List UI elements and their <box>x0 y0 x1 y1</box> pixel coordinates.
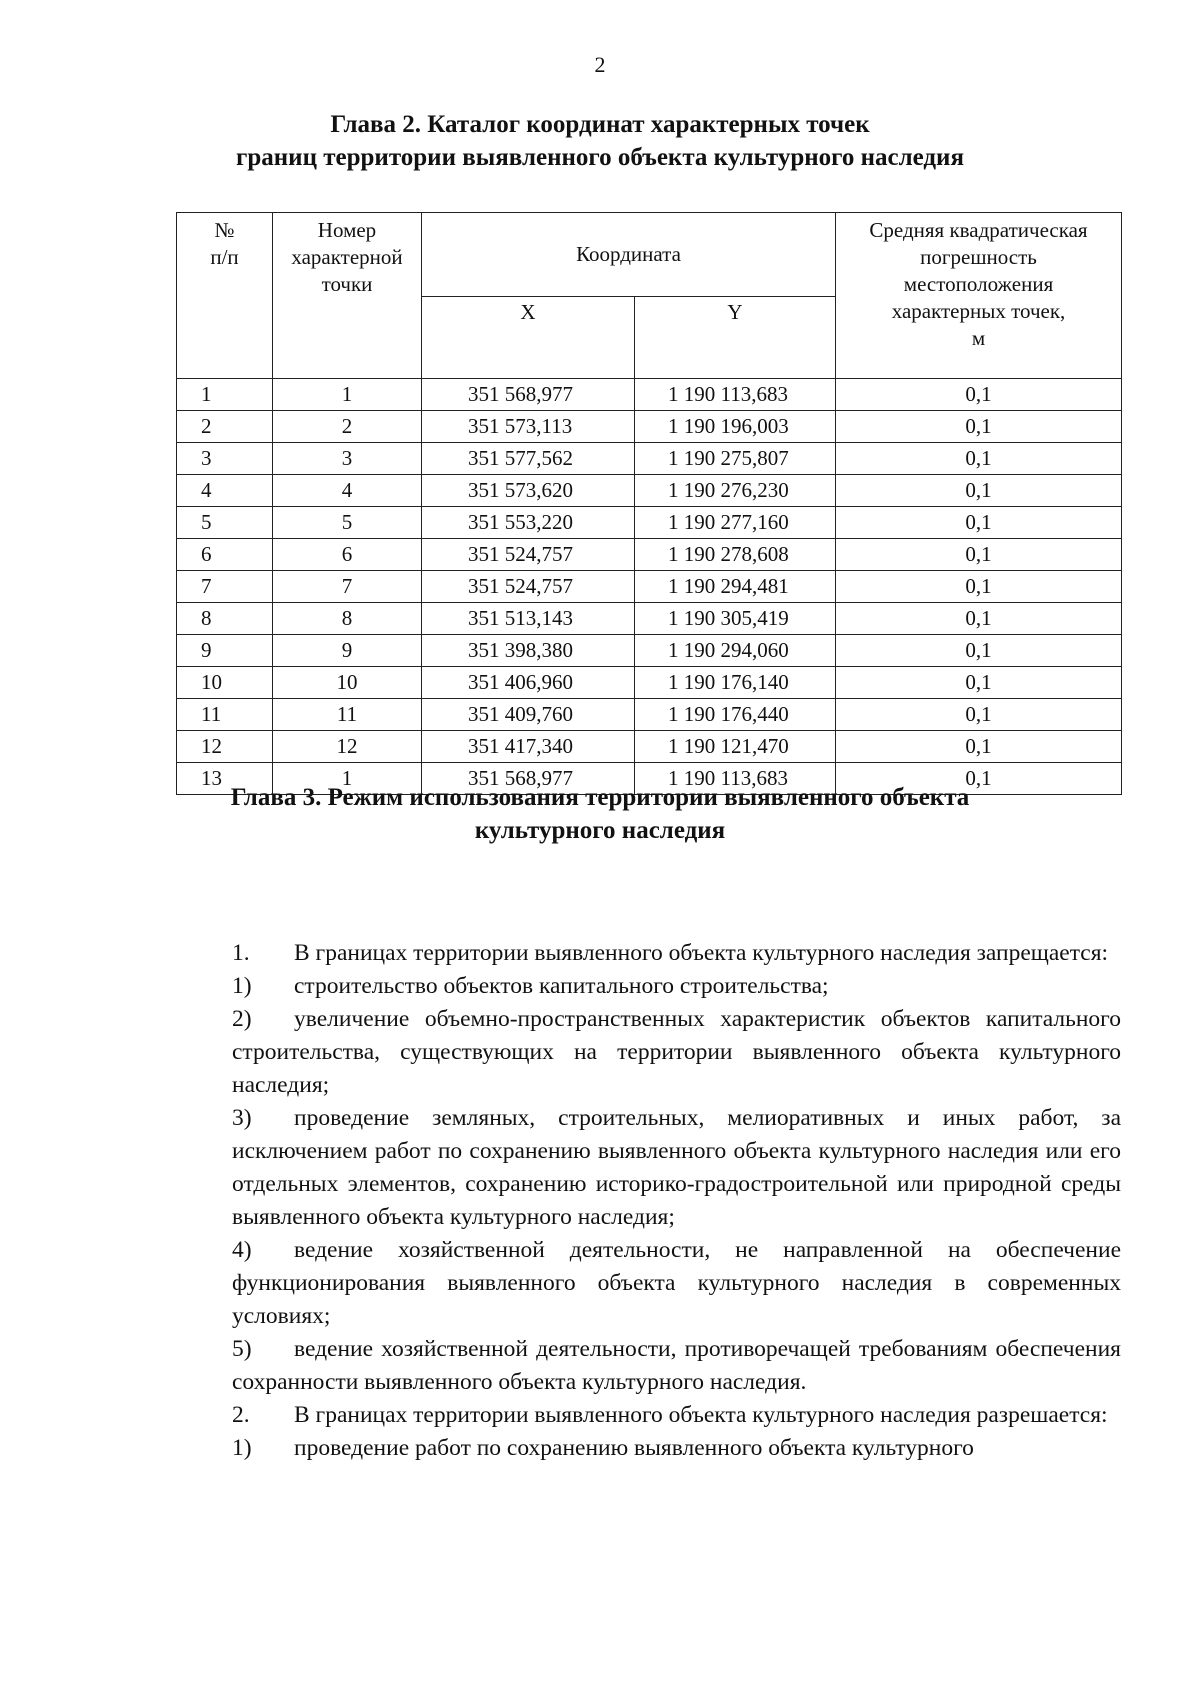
list-item-text: проведение земляных, строительных, мелиоративных и иных работ, за исключением работ по сохранению выявленного объекта культурного наследия или его отдельных элементов, сохранению историко-градостроительной или природной среды выявленного объекта культурного наследия; <box>232 1105 1121 1230</box>
cell-x: 351 553,220 <box>422 507 635 539</box>
header-error-line1: Средняя квадратическая <box>869 218 1088 242</box>
list-item-marker: 2) <box>232 1006 252 1032</box>
header-point-line3: точки <box>321 272 373 296</box>
table-row <box>177 731 1122 763</box>
cell-number: 6 <box>177 539 273 571</box>
cell-x: 351 577,562 <box>422 443 635 475</box>
cell-point: 8 <box>273 603 422 635</box>
cell-error: 0,1 <box>836 507 1122 539</box>
cell-point: 1 <box>273 763 422 795</box>
list-item <box>176 1234 1121 1333</box>
cell-x: 351 406,960 <box>422 667 635 699</box>
cell-x: 351 573,113 <box>422 411 635 443</box>
cell-x: 351 568,977 <box>422 763 635 795</box>
cell-error: 0,1 <box>836 603 1122 635</box>
cell-point: 2 <box>273 411 422 443</box>
cell-point: 5 <box>273 507 422 539</box>
cell-error: 0,1 <box>836 699 1122 731</box>
list-item-marker: 4) <box>232 1237 252 1263</box>
cell-point: 10 <box>273 667 422 699</box>
table-row <box>177 603 1122 635</box>
chapter-2-title-line2: границ территории выявленного объекта культурного наследия <box>236 144 964 171</box>
cell-number: 1 <box>177 379 273 411</box>
list-item-text: ведение хозяйственной деятельности, не направленной на обеспечение функционирования выявленного объекта культурного наследия в современных условиях; <box>232 1237 1121 1329</box>
cell-y: 1 190 121,470 <box>635 731 836 763</box>
cell-y: 1 190 294,060 <box>635 635 836 667</box>
cell-error: 0,1 <box>836 635 1122 667</box>
cell-point: 6 <box>273 539 422 571</box>
paragraph-1-marker: 1. <box>232 940 250 966</box>
header-error-line3: местоположения <box>903 272 1054 296</box>
cell-error: 0,1 <box>836 475 1122 507</box>
list-item-marker: 1) <box>232 973 252 999</box>
paragraph-2-marker: 2. <box>232 1402 250 1428</box>
chapter-2-title-line1: Глава 2. Каталог координат характерных точек <box>330 111 870 138</box>
cell-error: 0,1 <box>836 731 1122 763</box>
cell-x: 351 513,143 <box>422 603 635 635</box>
paragraph-2-text: В границах территории выявленного объекта культурного наследия разрешается: <box>294 1402 1108 1428</box>
list-item <box>176 1003 1121 1102</box>
cell-number: 9 <box>177 635 273 667</box>
cell-point: 1 <box>273 379 422 411</box>
chapter-3-title-line1: Глава 3. Режим использования территории выявленного объекта <box>230 784 970 811</box>
cell-number: 8 <box>177 603 273 635</box>
list-item <box>176 970 1121 1003</box>
cell-y: 1 190 277,160 <box>635 507 836 539</box>
list-item-text: строительство объектов капитального строительства; <box>294 973 829 999</box>
cell-y: 1 190 278,608 <box>635 539 836 571</box>
paragraph-1-text: В границах территории выявленного объекта культурного наследия запрещается: <box>294 940 1109 966</box>
cell-point: 12 <box>273 731 422 763</box>
table-row <box>177 443 1122 475</box>
chapter-3-title-line2: культурного наследия <box>474 817 726 844</box>
cell-y: 1 190 176,140 <box>635 667 836 699</box>
chapter-3-title <box>0 781 1200 847</box>
cell-x: 351 409,760 <box>422 699 635 731</box>
cell-point: 9 <box>273 635 422 667</box>
cell-error: 0,1 <box>836 539 1122 571</box>
table-row <box>177 475 1122 507</box>
cell-number: 13 <box>177 763 273 795</box>
table-row <box>177 411 1122 443</box>
cell-error: 0,1 <box>836 443 1122 475</box>
list-item <box>176 1432 1121 1465</box>
header-error-line4: характерных точек, <box>891 299 1066 323</box>
cell-y: 1 190 305,419 <box>635 603 836 635</box>
page-number: 2 <box>594 52 606 77</box>
cell-y: 1 190 176,440 <box>635 699 836 731</box>
cell-number: 10 <box>177 667 273 699</box>
header-error-line5: м <box>971 326 986 350</box>
header-point-line2: характерной <box>291 245 403 269</box>
header-error <box>836 213 1122 379</box>
list-item <box>176 1102 1121 1234</box>
cell-y: 1 190 276,230 <box>635 475 836 507</box>
cell-error: 0,1 <box>836 379 1122 411</box>
cell-x: 351 398,380 <box>422 635 635 667</box>
cell-point: 11 <box>273 699 422 731</box>
cell-x: 351 524,757 <box>422 571 635 603</box>
list-item-marker: 5) <box>232 1336 252 1362</box>
cell-y: 1 190 113,683 <box>635 763 836 795</box>
cell-point: 4 <box>273 475 422 507</box>
header-point-line1: Номер <box>317 218 377 242</box>
table-row <box>177 379 1122 411</box>
cell-error: 0,1 <box>836 411 1122 443</box>
list-item-text: увеличение объемно-пространственных характеристик объектов капитального строительства, существующих на территории выявленного объекта культурного наследия; <box>232 1006 1121 1098</box>
table-row <box>177 635 1122 667</box>
cell-y: 1 190 275,807 <box>635 443 836 475</box>
header-number-line2: п/п <box>210 245 239 269</box>
table-row <box>177 699 1122 731</box>
header-coordinate: Координата <box>422 213 836 297</box>
cell-number: 12 <box>177 731 273 763</box>
header-error-line2: погрешность <box>920 245 1037 269</box>
cell-x: 351 524,757 <box>422 539 635 571</box>
cell-x: 351 568,977 <box>422 379 635 411</box>
paragraph-1 <box>176 937 1121 970</box>
list-item-marker: 1) <box>232 1435 252 1461</box>
header-number-line1: № <box>214 218 235 242</box>
chapter-3-body <box>176 937 1121 1465</box>
header-y: Y <box>635 297 836 379</box>
table-row <box>177 667 1122 699</box>
coordinates-table <box>176 212 1122 795</box>
header-number <box>177 213 273 379</box>
cell-number: 11 <box>177 699 273 731</box>
table-row <box>177 507 1122 539</box>
cell-y: 1 190 113,683 <box>635 379 836 411</box>
table-row <box>177 539 1122 571</box>
cell-number: 3 <box>177 443 273 475</box>
paragraph-2 <box>176 1399 1121 1432</box>
cell-error: 0,1 <box>836 763 1122 795</box>
cell-number: 5 <box>177 507 273 539</box>
header-x: X <box>422 297 635 379</box>
cell-x: 351 573,620 <box>422 475 635 507</box>
cell-point: 3 <box>273 443 422 475</box>
cell-number: 2 <box>177 411 273 443</box>
cell-y: 1 190 196,003 <box>635 411 836 443</box>
chapter-2-title <box>0 108 1200 174</box>
cell-x: 351 417,340 <box>422 731 635 763</box>
cell-number: 4 <box>177 475 273 507</box>
list-item-text: проведение работ по сохранению выявленного объекта культурного <box>294 1435 974 1461</box>
table-row <box>177 571 1122 603</box>
cell-error: 0,1 <box>836 667 1122 699</box>
cell-number: 7 <box>177 571 273 603</box>
cell-point: 7 <box>273 571 422 603</box>
list-item-text: ведение хозяйственной деятельности, противоречащей требованиям обеспечения сохранности выявленного объекта культурного наследия. <box>232 1336 1121 1395</box>
cell-y: 1 190 294,481 <box>635 571 836 603</box>
list-item-marker: 3) <box>232 1105 252 1131</box>
cell-error: 0,1 <box>836 571 1122 603</box>
header-point <box>273 213 422 379</box>
list-item <box>176 1333 1121 1399</box>
